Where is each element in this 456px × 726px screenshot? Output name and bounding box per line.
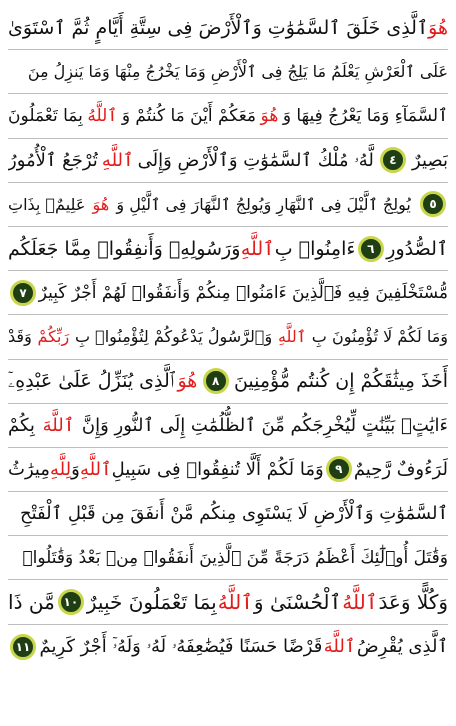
text-line	[8, 536, 448, 580]
highlighted-word: ٱللَّهِ	[101, 149, 134, 171]
highlighted-word: ٱللَّهُ	[87, 106, 118, 127]
text-line	[8, 625, 448, 669]
highlighted-word: ٱللَّهَ	[323, 636, 356, 658]
text-line	[8, 271, 448, 315]
verse-text: عَلَى ٱلْعَرْشِ يَعْلَمُ مَا يَلِجُ فِى ٱلْأَرْضِ وَمَا يَخْرُجُ مِنْهَا وَمَا يَنزِلُ مِنَ	[27, 62, 448, 82]
verse-text: قَرْضًا حَسَنًا فَيُضَٰعِفَهُۥ لَهُۥ وَلَهُۥٓ أَجْرٌ كَرِيمٌ	[39, 636, 323, 658]
highlighted-word: ٱللَّهُ	[342, 590, 378, 615]
verse-text: مَّن ذَا	[8, 590, 55, 615]
verse-text: ءَامِنُوا۟ بِ	[274, 237, 356, 260]
verse-lines	[8, 6, 448, 669]
verse-text: بِمَا تَعْمَلُونَ	[8, 105, 83, 126]
verse-text: عَلِيمٌۢ بِذَاتِ	[8, 194, 86, 214]
verse-number-marker: ١١	[10, 634, 36, 660]
highlighted-word: ٱللَّهِ	[277, 327, 307, 347]
text-line	[8, 227, 448, 271]
verse-number-marker: ١٠	[58, 589, 84, 615]
verse-text: ٱلَّذِى يُقْرِضُ	[356, 636, 448, 658]
verse-text: ٱلصُّدُورِ	[386, 237, 448, 260]
verse-text: ٱلْحُسْنَىٰ وَ	[253, 590, 342, 615]
highlighted-word: لِلَّهِ	[50, 458, 72, 480]
highlighted-word: رَبِّكُمْ	[37, 327, 70, 347]
verse-number-marker: ٩	[326, 456, 352, 482]
verse-text: ٱلسَّمَآءِ وَمَا يَعْرُجُ فِيهَا وَ	[282, 106, 448, 127]
verse-text: ٱلسَّمَٰوَٰتِ وَٱلْأَرْضِ لَا يَسْتَوِى مِنكُم مَّنْ أَنفَقَ مِن قَبْلِ ٱلْفَتْحِ	[19, 503, 448, 525]
verse-text: مُّسْتَخْلَفِينَ فِيهِ فَٱلَّذِينَ ءَامَنُوا۟ مِنكُمْ وَأَنفَقُوا۟ لَهُمْ أَجْرٌ كَبِيرٌ	[38, 282, 448, 303]
verse-number-marker: ٧	[10, 280, 36, 306]
verse-text: وَٱلرَّسُولُ يَدْعُوكُمْ لِتُؤْمِنُوا۟ بِ	[74, 327, 273, 347]
text-line	[8, 50, 448, 94]
verse-text: وَمَا لَكُمْ أَلَّا تُنفِقُوا۟ فِى سَبِيلِ	[111, 458, 324, 480]
verse-number-marker: ٥	[420, 191, 446, 217]
highlighted-word: ٱللَّهِ	[240, 237, 275, 260]
text-line	[8, 360, 448, 404]
text-line	[8, 404, 448, 448]
highlighted-word: هُوَ	[92, 194, 110, 214]
text-line	[8, 94, 448, 138]
highlighted-word: هُوَ	[428, 16, 448, 39]
verse-text: وَقَدْ	[8, 327, 32, 347]
verse-text: وَ	[71, 458, 80, 480]
verse-text: يُولِجُ ٱلَّيْلَ فِى ٱلنَّهَارِ وَيُولِجُ ٱلنَّهَارَ فِى ٱلَّيْلِ وَ	[116, 194, 411, 214]
text-line	[8, 6, 448, 50]
text-line	[8, 183, 448, 227]
text-line	[8, 315, 448, 359]
verse-text: مَعَكُمْ أَيْنَ مَا كُنتُمْ وَ	[121, 105, 256, 126]
verse-text: ٱلَّذِى يُنَزِّلُ عَلَىٰ عَبْدِهِۦٓ	[8, 370, 175, 393]
text-line	[8, 492, 448, 536]
verse-text: وَقَٰتَلَ أُو۟لَٰٓئِكَ أَعْظَمُ دَرَجَةً مِّنَ ٱلَّذِينَ أَنفَقُوا۟ مِنۢ بَعْدُ وَقَٰتَلُوا۟	[22, 547, 448, 568]
verse-number-marker: ٦	[358, 236, 384, 262]
verse-text: بِمَا تَعْمَلُونَ خَبِيرٌ	[86, 590, 217, 615]
verse-text: وَرَسُولِهِۦ وَأَنفِقُوا۟ مِمَّا جَعَلَكُم	[8, 237, 241, 260]
highlighted-word: هُوَ	[260, 105, 279, 126]
verse-text: لَرَءُوفٌ رَّحِيمٌ	[353, 458, 448, 480]
verse-text: بِكُمْ	[8, 414, 35, 436]
highlighted-word: هُوَ	[177, 370, 198, 393]
verse-text: وَمَا لَكُمْ لَا تُؤْمِنُونَ بِ	[311, 327, 448, 347]
verse-text: مِيرَٰثُ	[8, 458, 50, 480]
text-line	[8, 448, 448, 492]
highlighted-word: ٱللَّهُ	[217, 590, 253, 615]
verse-number-marker: ٨	[203, 368, 229, 394]
verse-text: تُرْجَعُ ٱلْأُمُورُ	[8, 149, 98, 171]
verse-text: أَخَذَ مِيثَٰقَكُمْ إِن كُنتُم مُّؤْمِنِينَ	[233, 370, 448, 393]
verse-text: وَكُلًّا وَعَدَ	[378, 590, 448, 615]
verse-number-marker: ٤	[380, 147, 406, 173]
text-line	[8, 139, 448, 183]
text-line	[8, 580, 448, 624]
verse-text: ٱلَّذِى خَلَقَ ٱلسَّمَٰوَٰتِ وَٱلْأَرْضَ فِى سِتَّةِ أَيَّامٍ ثُمَّ ٱسْتَوَىٰ	[8, 16, 429, 39]
verse-text: بَصِيرٌ	[412, 149, 448, 171]
highlighted-word: ٱللَّهَ	[42, 414, 75, 436]
verse-text: ءَايَٰتٍۭ بَيِّنَٰتٍ لِّيُخْرِجَكُم مِّنَ ٱلظُّلُمَٰتِ إِلَى ٱلنُّورِ وَإِنَّ	[81, 414, 448, 436]
verse-text: لَّهُۥ مُلْكُ ٱلسَّمَٰوَٰتِ وَٱلْأَرْضِ وَإِلَى	[137, 149, 374, 171]
highlighted-word: ٱللَّهِ	[79, 458, 112, 480]
